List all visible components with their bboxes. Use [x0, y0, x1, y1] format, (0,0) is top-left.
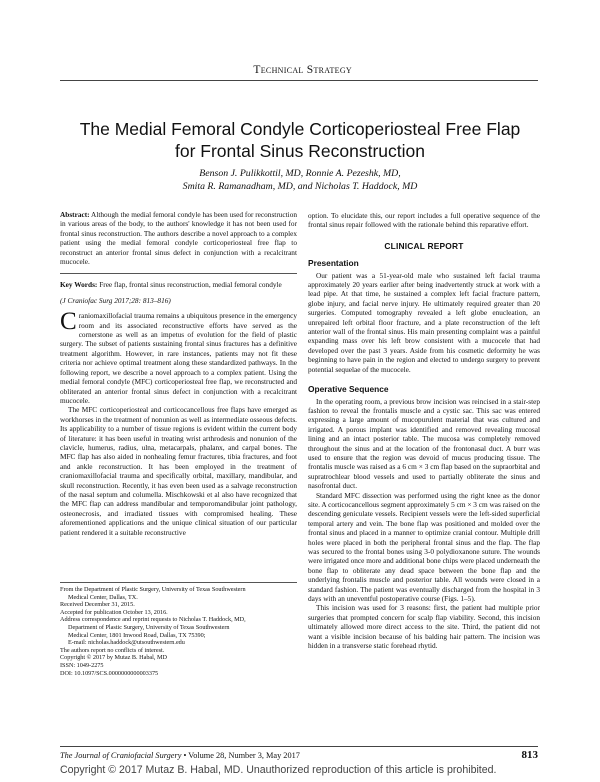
footnotes	[60, 582, 297, 677]
operative-paragraph-3: This incision was used for 3 reasons: first, the patient had multiple prior surgeries that prompted concern for scalp flap viability. Second, this incision ultimately allowed more direct access to the site. Third, the patient did not want a visible incision because of his balding hair pattern. The incision was hidden in a transverse static forehead rhytid.	[308, 603, 540, 651]
footnote-copyright: Copyright © 2017 by Mutaz B. Habal, MD	[60, 654, 167, 662]
operative-paragraph-1: In the operating room, a previous brow incision was reincised in a stair-step fashion to reveal the frontalis muscle and a cystic sac. This sac was entered expressing a large amount of mucopurulent material that was cultured and irrigated. A porous implant was identified and removed revealing mucosal lining and an intact posterior table. The mucosa was completely removed throughout the sinus and at the location of the frontonasal duct. A burr was used to ensure that the region was devoid of mucus producing tissue. The frontalis muscle was raised as a 6 cm × 3 cm flap based on the supraorbital and supratrochlear blood vessels and used to partially obliterate the sinus and nasofrontal duct.	[308, 396, 540, 491]
section-label: Technical Strategy	[253, 64, 352, 76]
operative-paragraph-2: Standard MFC dissection was performed using the right knee as the donor site. A corticocancellous segment approximately 5 cm × 3 cm was raised on the descending geniculate vessels. Recipient vessels were the left-sided superficial temporal artery and vein. The bone flap was positioned and molded over the frontal sinus and placed in a manner to optimize cranial contour. Multiple drill holes were placed in both the peripheral frontal sinus and the flap. The flap was secured to the frontal bones using 3-0 polydioxanone suture. The wounds were irrigated once more and additional bone chips were placed underneath the bone flap to obliterate any dead space between the bone flap and the underlying frontalis muscle and posterior table. All wounds were closed in a standard fashion. The patient was eventually discharged from the hospital in 3 days with an uneventful postoperative course (Figs. 1–5).	[308, 490, 540, 604]
authors-line-1: Benson J. Pulikkottil, MD, Ronnie A. Pezeshk, MD,	[199, 168, 401, 179]
presentation-paragraph: Our patient was a 51-year-old male who sustained left facial trauma approximately 20 years earlier after being inadvertently struck at work with a lead pipe. At that time, he sustained a complex left facial fracture pattern, globe injury, and facial nerve injury. He ultimately required greater than 20 surgeries. Computed tomography revealed a left globe enucleation, an unrepaired left orbital floor fracture, and a plate reconstruction of the left anterior wall of the frontal sinus. His main presenting complaint was a painful expanding mass over his left brow consistent with a mucocele that had developed over the past 3 years. Aside from his cosmetic deformity he was beginning to have pain in the region and elected to undergo surgery to prevent potential sequelae of the mucocele.	[308, 270, 540, 374]
header-rule	[60, 80, 538, 81]
title-line-2: for Frontal Sinus Reconstruction	[175, 141, 425, 161]
footnote-email[interactable]: E-mail: nicholas.haddock@utsouthwestern.edu	[68, 639, 185, 647]
author-list	[60, 167, 540, 193]
page-number: 813	[521, 749, 538, 761]
continuation-paragraph: option. To elucidate this, our report includes a full operative sequence of the frontal sinus repair followed with the rationale behind this reparative effort.	[308, 211, 540, 230]
abstract	[60, 210, 297, 266]
footnote-address-cont-2: Medical Center, 1801 Inwood Road, Dallas, TX 75390;	[68, 631, 206, 639]
journal-name: The Journal of Craniofacial Surgery	[60, 751, 182, 760]
footnote-address-cont-1: Department of Plastic Surgery, University of Texas Southwestern	[68, 623, 230, 631]
keywords	[60, 280, 297, 289]
presentation-heading: Presentation	[308, 258, 359, 269]
intro-text-1: raniomaxillofacial trauma remains a ubiquitous presence in the emergency room and its associated reconstructive efforts have served as the cornerstone as well as an impetus of evolution for the field of plastic surgery. The subset of patients sustaining frontal sinus fractures has a definitive treatment algorithm. However, in rare instances, patients may not fit these criteria nor achieve optimal treatment along these standardized pathways. In the following report, we describe a novel approach to a complex patient. Using the medial femoral condyle (MFC) corticoperiosteal free flap, we reconstructed and obliterated an anterior frontal sinus defect in conjunction with a recalcitrant mucocele.	[60, 311, 297, 405]
copyright-notice: Copyright © 2017 Mutaz B. Habal, MD. Unauthorized reproduction of this article is prohibited.	[60, 764, 497, 776]
journal-footer	[60, 751, 300, 760]
article-title	[40, 118, 560, 162]
clinical-report-heading: CLINICAL REPORT	[384, 240, 464, 251]
footnote-issn: ISSN: 1049-2275	[60, 661, 104, 669]
abstract-label: Abstract:	[60, 210, 90, 219]
left-column	[60, 210, 297, 537]
intro-paragraph-2: The MFC corticoperiosteal and corticocancellous free flaps have emerged as workhorses in the treatment of nonunion as well as intermediate osseous defects. Its applicability to a number of tissue regions is evident within the current body of literature: it has been useful in treating wrist arthrodesis and nonunion of the clavicle, humerus, radius, ulna, metacarpals, phalanx, and carpal bones. The MFC flap has also aided in nonhealing femur fractures, tibia fractures, and foot and ankle reconstruction. It has been employed in the treatment of craniomaxillofacial trauma and specifically orbital, maxillary, mandibular, and skull reconstruction. Recently, it has even been used as a salvage reconstruction of the nasal septum and columella. Mischkowski et al also have recognized that the MFC flap can address mandibular and temporomandibular joint pathology, osteonecrosis, and irradiated tissues with compromised healing. These aforementioned applications and the unique clinical situation of our particular patient rendered it a suitable reconstructive	[60, 405, 297, 537]
footnote-affiliation: From the Department of Plastic Surgery, University of Texas Southwestern	[60, 586, 246, 593]
abstract-text: Although the medial femoral condyle has been used for reconstruction in various areas of the body, to the authors' knowledge it has not been used for frontal sinus reconstruction. The authors describe a novel approach to a complex patient using the medial femoral condyle corticoperiosteal free flap to reconstruct an anterior frontal sinus defect in conjunction with a recalcitrant mucocele.	[60, 210, 297, 267]
footer-rule	[60, 746, 538, 747]
drop-cap: C	[60, 308, 77, 336]
footnote-address: Address correspondence and reprint requests to Nicholas T. Haddock, MD,	[60, 616, 246, 624]
right-column	[308, 211, 540, 650]
operative-sequence-heading: Operative Sequence	[308, 384, 389, 395]
intro-paragraph-1	[60, 308, 297, 405]
keywords-text: Free flap, frontal sinus reconstruction, medial femoral condyle	[99, 280, 282, 290]
authors-line-2: Smita R. Ramanadham, MD, and Nicholas T. Haddock, MD	[182, 181, 418, 192]
footnote-affiliation-cont: Medical Center, Dallas, TX.	[68, 593, 138, 601]
footnote-accepted: Accepted for publication October 13, 2016.	[60, 608, 168, 616]
citation: (J Craniofac Surg 2017;28: 813–816)	[60, 295, 171, 305]
journal-volume: • Volume 28, Number 3, May 2017	[181, 751, 300, 760]
keywords-label: Key Words:	[60, 280, 98, 290]
footnote-conflicts: The authors report no conflicts of interest.	[60, 646, 165, 654]
footnote-doi[interactable]: DOI: 10.1097/SCS.0000000000003375	[60, 669, 159, 677]
abstract-divider	[60, 273, 297, 274]
title-line-1: The Medial Femoral Condyle Corticoperiosteal Free Flap	[79, 119, 521, 139]
footnote-received: Received December 31, 2015.	[60, 601, 135, 609]
